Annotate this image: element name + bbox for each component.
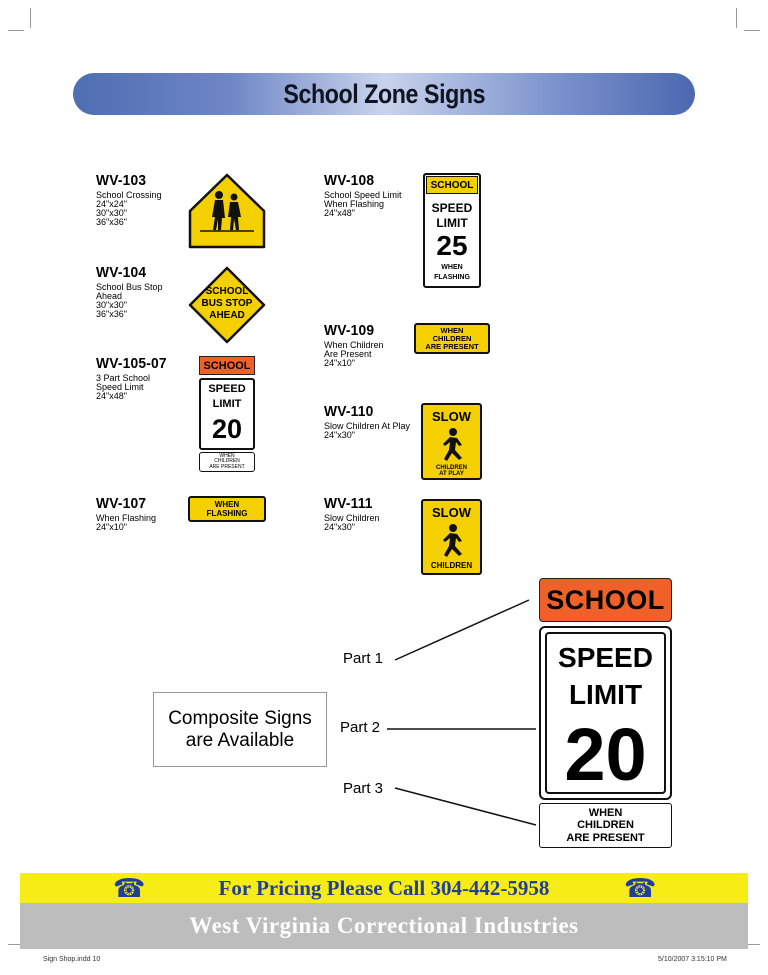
part-3-children-present-plaque [539, 803, 672, 848]
sign-code: WV-108 [324, 172, 375, 189]
sign-description: When Flashing 24"x10" [96, 513, 157, 532]
sign-text: FLASHING [434, 274, 470, 281]
sign-text: ARE PRESENT [209, 463, 245, 470]
sign-text: SPEED [208, 383, 246, 395]
sign-description: School Crossing 24"x24" 30"x30" 36"x36" [96, 190, 162, 227]
sign-text: SCHOOL [426, 176, 478, 194]
sign-text: SLOW [432, 505, 471, 520]
sign-text: SPEED [558, 642, 653, 673]
sign-text: WHEN [440, 325, 464, 335]
telephone-icon: ☎ [113, 873, 146, 903]
sign-description: School Bus Stop Ahead 30"x30" 36"x36" [96, 282, 163, 319]
sign-description: 3 Part School Speed Limit 24"x48" [96, 373, 151, 401]
sign-description: School Speed Limit When Flashing 24"x48" [324, 190, 402, 218]
sign-code: WV-110 [324, 403, 374, 420]
sign-text: CHILDREN [436, 465, 467, 471]
sign-text: ARE PRESENT [566, 831, 645, 844]
sign-text: SLOW [432, 409, 471, 424]
pricing-bar [20, 873, 748, 903]
sign-text: FLASHING [206, 509, 248, 518]
sign-text: CHILDREN [214, 458, 240, 465]
sign-text: 20 [211, 414, 243, 444]
sign-text: CHILDREN [430, 561, 473, 570]
part-2-label: Part 2 [340, 719, 381, 736]
organization-name: West Virginia Correctional Industries [189, 913, 579, 938]
sign-code: WV-109 [324, 322, 375, 339]
sign-text: WHEN [219, 452, 235, 459]
sign-code: WV-104 [96, 264, 147, 281]
composite-line-1: Composite Signs [168, 707, 312, 729]
sign-description: Slow Children 24"x30" [324, 513, 380, 532]
sign-text: AHEAD [209, 310, 245, 321]
sign-code: WV-111 [324, 495, 373, 512]
sign-code: WV-103 [96, 172, 147, 189]
page-title: School Zone Signs [283, 78, 485, 109]
sign-text: CHILDREN [577, 819, 634, 832]
sign-text: 25 [436, 230, 468, 261]
sign-text: 20 [564, 713, 647, 796]
sign-text: SCHOOL [546, 584, 665, 615]
organization-bar [20, 903, 748, 949]
sign-text: SCHOOL [205, 286, 249, 297]
sign-code: WV-107 [96, 495, 147, 512]
sign-text: SPEED [431, 201, 473, 215]
sign-text: WHEN [588, 806, 623, 819]
telephone-icon: ☎ [624, 873, 657, 903]
part-3-leader [395, 788, 536, 825]
sign-text: BUS STOP [201, 298, 253, 309]
sign-text: WHEN [441, 264, 463, 271]
sign-text: CHILDREN [432, 333, 472, 343]
slug-left: Sign Shop.indd 10 [43, 956, 101, 963]
sign-text: LIMIT [568, 679, 643, 710]
part-3-label: Part 3 [343, 780, 384, 797]
sign-description: When Children Are Present 24"x10" [324, 340, 384, 368]
sign-text: LIMIT [212, 398, 242, 410]
part-2-speed-limit-sign [539, 626, 672, 800]
slug-right: 5/10/2007 3:15:10 PM [658, 956, 727, 963]
sign-code: WV-105-07 [96, 355, 167, 372]
sign-text: WHEN [214, 500, 240, 509]
pricing-text: For Pricing Please Call 304-442-5958 [218, 875, 550, 900]
part-1-school-plaque [539, 578, 672, 622]
part-1-leader [395, 600, 529, 660]
sign-description: Slow Children At Play 24"x30" [324, 421, 411, 440]
sign-text: AT PLAY [439, 471, 464, 477]
part-1-label: Part 1 [343, 650, 384, 667]
sign-text: SCHOOL [203, 359, 251, 372]
sign-text: LIMIT [436, 216, 468, 230]
composite-line-2: are Available [185, 729, 295, 751]
sign-text: ARE PRESENT [425, 341, 479, 351]
